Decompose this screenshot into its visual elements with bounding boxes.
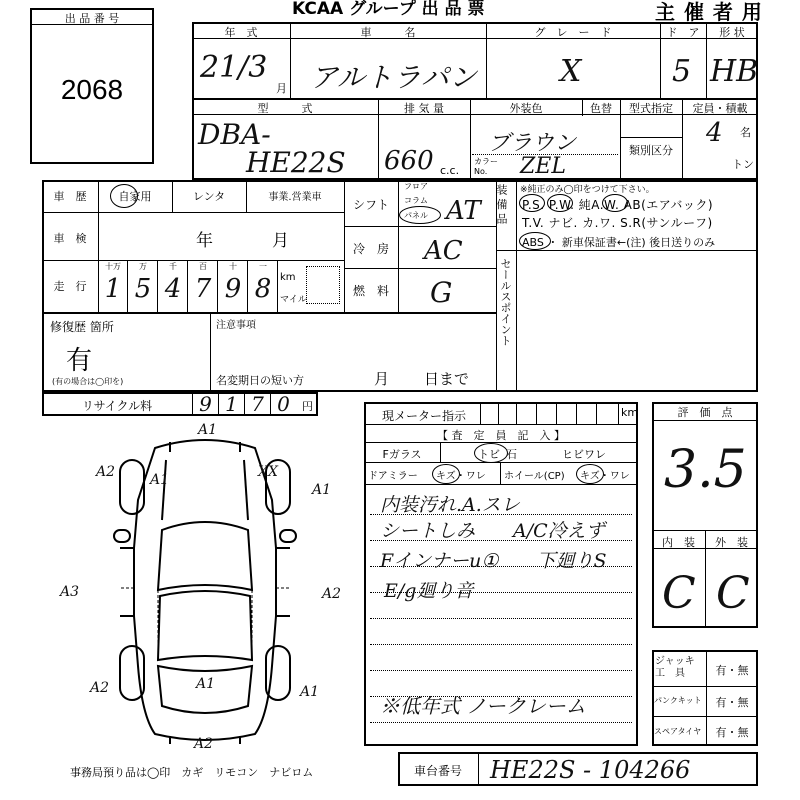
recycle-label: リサイクル料 xyxy=(81,399,153,413)
grade-label: グ レ ー ド xyxy=(534,26,612,39)
mirror-options: キズ・ワレ xyxy=(436,471,486,482)
inspection-month-unit: 月 xyxy=(272,231,289,251)
mileage-cell xyxy=(218,260,248,312)
mileage-cell xyxy=(128,260,158,312)
shift-value: AT xyxy=(446,196,481,226)
name-change-month-unit: 月 xyxy=(374,370,390,388)
grade-value: X xyxy=(560,54,582,89)
model-label: 型 式 xyxy=(257,102,313,115)
mark-right-front-xx: XX xyxy=(258,464,278,480)
mark-right-side-a2: A2 xyxy=(322,586,342,602)
name-change-day-unit: 日まで xyxy=(424,370,470,388)
wheel-label: ホイール(CP) xyxy=(504,471,565,482)
mark-front-a1: A1 xyxy=(198,422,218,438)
organizer-label: 主 催 者 用 xyxy=(655,0,763,24)
model-value-1: DBA- xyxy=(198,118,271,151)
name-value: アルトラパン xyxy=(310,61,477,94)
history-private-option: 自家用 xyxy=(118,190,152,203)
tool-spare-options: 有・無 xyxy=(715,726,749,739)
mark-right-rear-a1: A1 xyxy=(300,684,320,700)
ac-label: 冷 房 xyxy=(352,242,389,256)
tool-spare-label: スペアタイヤ xyxy=(654,727,702,736)
tool-puncture-options: 有・無 xyxy=(715,696,749,709)
tons-unit: トン xyxy=(732,158,754,171)
mileage-unit-label: 一 xyxy=(259,262,267,271)
glass-opt-tobi: トビ xyxy=(478,448,500,461)
doors-value: 5 xyxy=(672,54,692,89)
mileage-unit-label: 十万 xyxy=(105,262,121,271)
mileage-digit: 8 xyxy=(254,274,272,304)
score-value: 3.5 xyxy=(664,440,747,500)
recycle-digit: 0 xyxy=(270,392,296,416)
lot-number-label: 出 品 番 号 xyxy=(64,12,120,25)
repair-value: 有 xyxy=(66,346,93,376)
shape-value: HB xyxy=(710,54,759,89)
inspection-footer-note: ※低年式 ノークレーム xyxy=(380,694,586,718)
glass-opt-hibiware: ヒビワレ xyxy=(562,448,606,461)
month-unit: 月 xyxy=(276,82,287,95)
fuel-label: 燃 料 xyxy=(352,284,389,298)
top-title: KCAA グループ 出 品 票 xyxy=(292,0,485,19)
mileage-cell xyxy=(188,260,218,312)
shift-floor-option: フロア xyxy=(404,182,428,191)
recycle-digit: 1 xyxy=(218,392,244,416)
car-damage-diagram xyxy=(40,420,370,760)
year-value: 21/3 xyxy=(200,50,268,85)
glass-opt-ishi: 石 xyxy=(506,448,517,461)
mileage-cell xyxy=(158,260,188,312)
mileage-cell xyxy=(248,260,278,312)
mile-label: マイル xyxy=(280,295,307,305)
recycle-unit: 円 xyxy=(302,400,313,413)
mileage-unit-label: 千 xyxy=(169,262,177,271)
model-designation-label: 型式指定 xyxy=(629,102,673,115)
inspection-note-3: Fインナーu① 下廻りS xyxy=(380,550,607,572)
inspection-note-2: シートしみ A/C冷えず xyxy=(380,520,605,542)
equipment-side-label: 装 備 品 xyxy=(495,184,508,224)
mileage-label: 走 行 xyxy=(53,280,87,293)
model-value-2: HE22S xyxy=(246,146,346,179)
interior-label: 内 装 xyxy=(662,536,695,549)
mark-trunk-a1: A1 xyxy=(196,676,216,692)
color-no-label: カラー No. xyxy=(474,157,498,176)
sales-point-label: セールスポイント xyxy=(499,258,512,346)
displacement-value: 660 xyxy=(384,146,434,176)
repair-note: (有の場合は◯印を) xyxy=(52,377,124,386)
mark-hood-a1: A1 xyxy=(150,472,170,488)
interior-value: C xyxy=(662,568,696,619)
shift-label: シフト xyxy=(352,198,389,212)
meter-unit: km xyxy=(621,406,639,419)
lot-number: 2068 xyxy=(60,74,124,105)
repair-label: 修復歴 箇所 xyxy=(50,320,114,334)
chassis-number: HE22S - 104266 xyxy=(490,756,691,784)
score-label: 評 価 点 xyxy=(677,406,733,419)
tool-jack-options: 有・無 xyxy=(715,664,749,677)
mileage-digit: 1 xyxy=(104,274,122,304)
chassis-label: 車台番号 xyxy=(413,764,462,778)
equipment-line-3: ABS ・ 新車保証書←(注) 後日送りのみ xyxy=(522,236,716,249)
persons-unit: 名 xyxy=(740,126,751,139)
ac-value: AC xyxy=(424,236,463,266)
inspector-label: 【 査 定 員 記 入 】 xyxy=(437,429,565,442)
color-change-label: 色替 xyxy=(590,102,612,115)
cc-unit: c.c. xyxy=(440,164,460,177)
mark-left-rear-a2: A2 xyxy=(90,680,110,696)
name-label: 車 名 xyxy=(360,26,416,39)
mark-left-front-a2: A2 xyxy=(96,464,116,480)
displacement-label: 排 気 量 xyxy=(404,102,444,115)
shape-label: 形 状 xyxy=(719,26,745,39)
mileage-digit: 9 xyxy=(224,274,242,304)
meter-label: 現メーター指示 xyxy=(382,409,467,423)
inspection-note-4: E/g廻り音 xyxy=(384,580,474,602)
name-change-label: 名変期日の短い方 xyxy=(216,374,304,387)
mileage-cell xyxy=(98,260,128,312)
tool-jack-label: ジャッキ 工 具 xyxy=(655,656,695,679)
color-value: ブラウン xyxy=(488,131,577,156)
mark-left-side-a3: A3 xyxy=(60,584,80,600)
mark-rear-a2: A2 xyxy=(194,736,214,752)
inspection-note-1: 内装汚れ.A.スレ xyxy=(380,494,520,516)
mileage-digit: 5 xyxy=(134,274,152,304)
shift-panel-option: パネル xyxy=(404,211,428,220)
inspection-label: 車 検 xyxy=(53,232,87,245)
caution-label: 注意事項 xyxy=(216,320,256,331)
shift-column-option: コラム xyxy=(404,196,428,205)
recycle-digit: 9 xyxy=(192,392,218,416)
recycle-digit: 7 xyxy=(244,392,270,416)
mirror-label: ドアミラー xyxy=(368,471,418,482)
mileage-unit-label: 百 xyxy=(199,262,207,271)
glass-label: Fガラス xyxy=(382,448,422,461)
equipment-line-2: T.V. ナビ. カ.ワ. S.R(サンルーフ) xyxy=(522,216,713,230)
capacity-label: 定員・積載 xyxy=(692,102,748,115)
exterior-color-label: 外装色 xyxy=(509,102,543,115)
tool-puncture-label: パンクキット xyxy=(654,696,702,705)
color-no-value: ZEL xyxy=(520,154,566,179)
mileage-unit-label: 万 xyxy=(139,262,147,271)
mileage-digit: 7 xyxy=(194,274,212,304)
category-label: 類別区分 xyxy=(629,144,673,157)
capacity-value: 4 xyxy=(706,118,723,148)
office-note: 事務局預り品は◯印 カギ リモコン ナビロム xyxy=(70,766,314,779)
mileage-digit: 4 xyxy=(164,274,182,304)
inspection-year-unit: 年 xyxy=(196,231,213,251)
doors-label: ド ア xyxy=(666,26,700,39)
fuel-value: G xyxy=(430,276,453,309)
year-label: 年 式 xyxy=(224,26,258,39)
exterior-value: C xyxy=(716,568,750,619)
mark-right-fender-a1: A1 xyxy=(312,482,332,498)
equipment-line-1: P.S. P.W. 純A.W. AB(エアバック) xyxy=(522,198,714,212)
wheel-options: キズ・ワレ xyxy=(580,471,630,482)
mileage-unit-label: 十 xyxy=(229,262,237,271)
history-rental-option: レンタ xyxy=(192,190,226,203)
history-business-option: 事業.営業車 xyxy=(268,192,322,203)
history-label: 車 歴 xyxy=(53,190,87,203)
equipment-note: ※純正のみ◯印をつけて下さい。 xyxy=(520,185,655,195)
exterior-label: 外 装 xyxy=(715,536,748,549)
km-label: km xyxy=(280,272,296,283)
